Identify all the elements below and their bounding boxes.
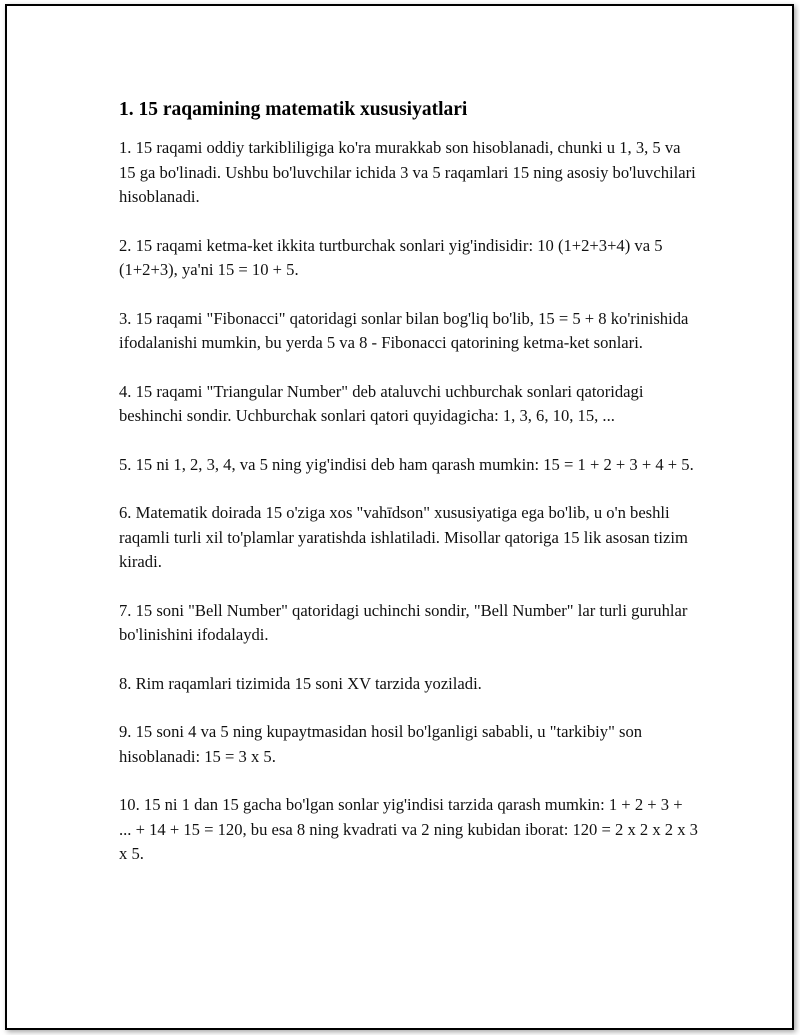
paragraph-3: 3. 15 raqami "Fibonacci" qatoridagi sonlar bilan bog'liq bo'lib, 15 = 5 + 8 ko'rinishida ifodalanishi mumkin, bu yerda 5 va 8 - Fibonacci qatorining ketma-ket sonlari. bbox=[119, 308, 689, 352]
paragraph-10: 10. 15 ni 1 dan 15 gacha bo'lgan sonlar yig'indisi tarzida qarash mumkin: 1 + 2 + 3 + ... + 14 + 15 = 120, bu esa 8 ning kvadrati va 2 ning kubidan iborat: 120 = 2 x 2 x 2 x 3 x 5. bbox=[119, 795, 698, 863]
paragraph-7: 7. 15 soni "Bell Number" qatoridagi uchinchi sondir, "Bell Number" lar turli guruhlar bo'linishini ifodalaydi. bbox=[119, 600, 688, 644]
paragraph-6: 6. Matematik doirada 15 o'ziga xos "vahīdson" xususiyatiga ega bo'lib, u o'n beshli raqamli turli xil to'plamlar yaratishda ishlatiladi. Misollar qatoriga 15 lik asosan tizim kiradi. bbox=[119, 503, 688, 571]
document-body bbox=[119, 96, 699, 891]
document-title: 1. 15 raqamining matematik xususiyatlari bbox=[119, 99, 468, 120]
paragraph-5: 5. 15 ni 1, 2, 3, 4, va 5 ning yig'indisi deb ham qarash mumkin: 15 = 1 + 2 + 3 + 4 + 5. bbox=[119, 454, 694, 474]
page-frame bbox=[5, 4, 794, 1030]
paragraph-8: 8. Rim raqamlari tizimida 15 soni XV tarzida yoziladi. bbox=[119, 673, 482, 693]
paragraph-2: 2. 15 raqami ketma-ket ikkita turtburchak sonlari yig'indisidir: 10 (1+2+3+4) va 5 (1+2+3), ya'ni 15 = 10 + 5. bbox=[119, 235, 663, 279]
paragraph-9: 9. 15 soni 4 va 5 ning kupaytmasidan hosil bo'lganligi sababli, u "tarkibiy" son hisoblanadi: 15 = 3 x 5. bbox=[119, 722, 643, 766]
paragraph-1: 1. 15 raqami oddiy tarkibliligiga ko'ra murakkab son hisoblanadi, chunki u 1, 3, 5 va 15 ga bo'linadi. Ushbu bo'luvchilar ichida 3 va 5 raqamlari 15 ning asosiy bo'luvchilari hisoblanadi. bbox=[119, 138, 696, 206]
paragraph-4: 4. 15 raqami "Triangular Number" deb ataluvchi uchburchak sonlari qatoridagi beshinchi sondir. Uchburchak sonlari qatori quyidagicha: 1, 3, 6, 10, 15, ... bbox=[119, 381, 644, 425]
